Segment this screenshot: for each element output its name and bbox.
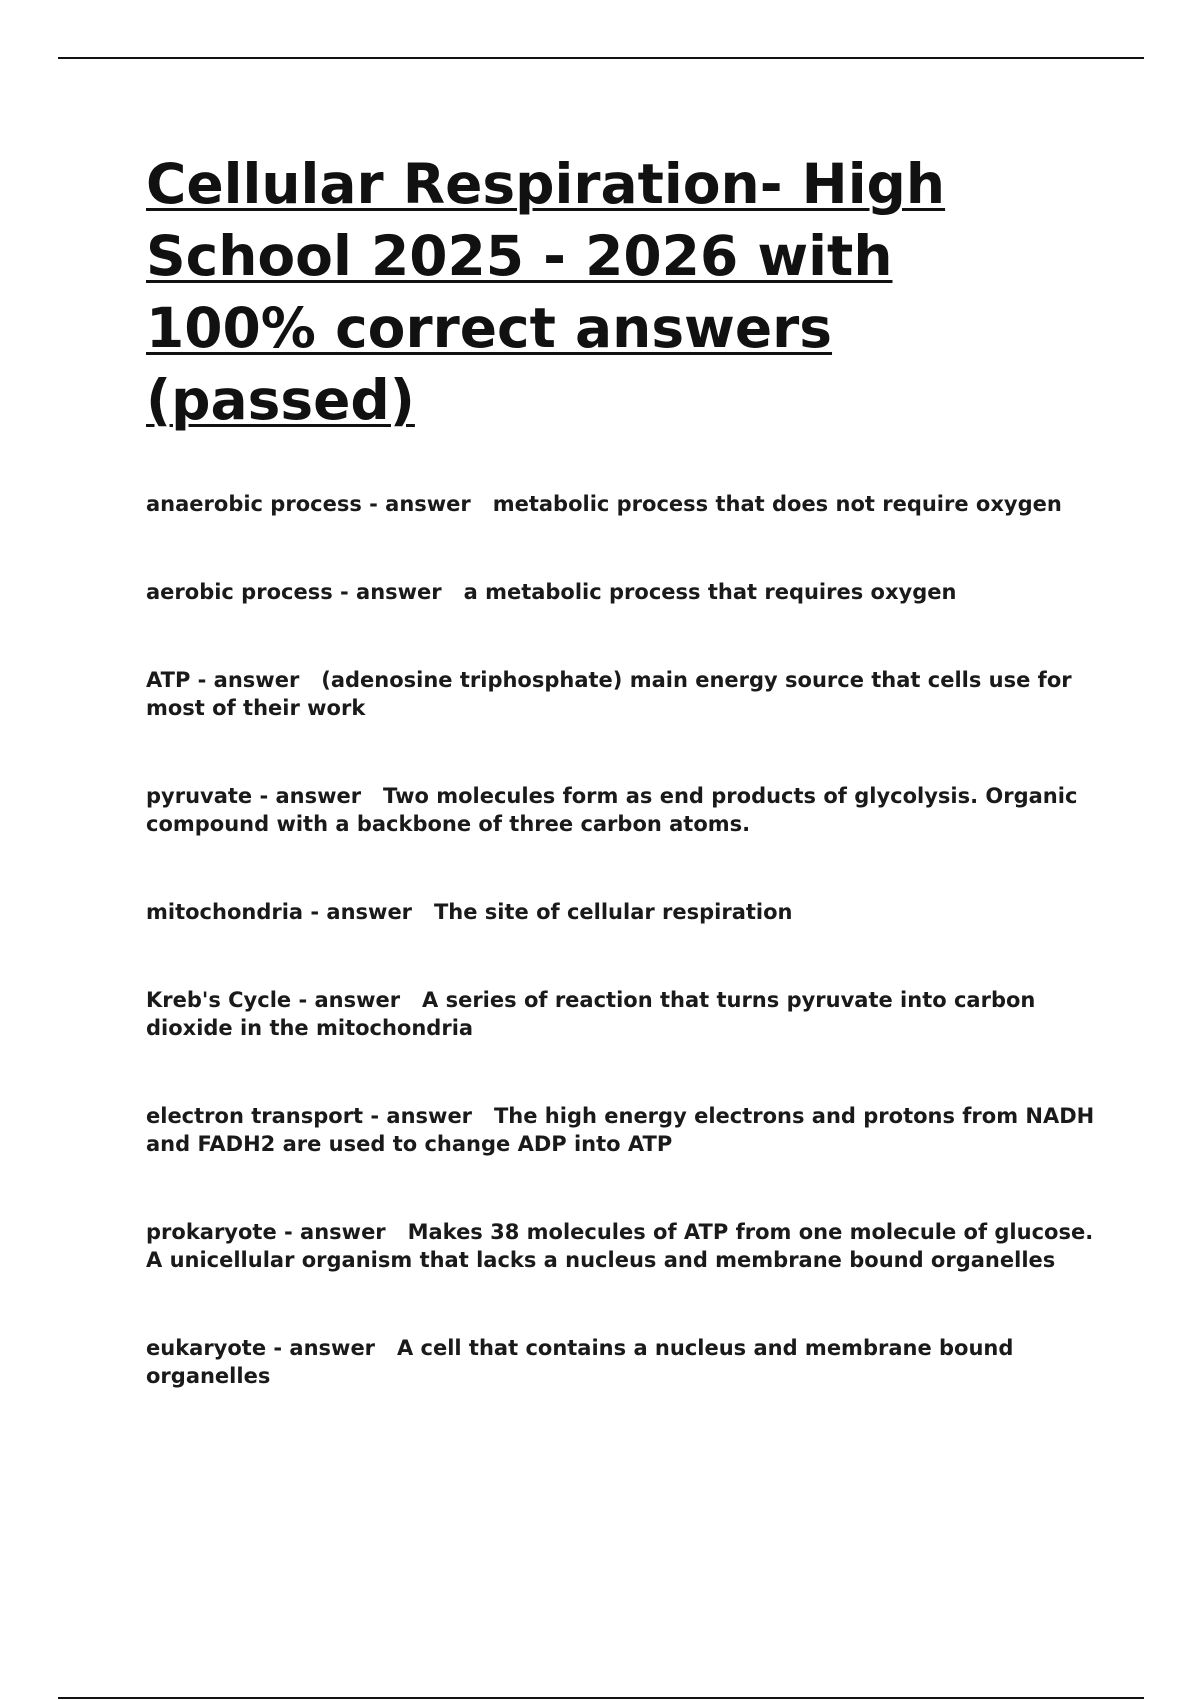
bottom-divider: [58, 1697, 1144, 1699]
qa-entry-krebs-cycle: Kreb's Cycle - answer A series of reaction that turns pyruvate into carbon dioxide in the mitochondria: [146, 988, 1043, 1040]
qa-entry-aerobic-process: aerobic process - answer a metabolic process that requires oxygen: [146, 580, 957, 604]
qa-entry-electron-transport: electron transport - answer The high energy electrons and protons from NADH and FADH2 are used to change ADP into ATP: [146, 1104, 1102, 1156]
qa-entry-pyruvate: pyruvate - answer Two molecules form as end products of glycolysis. Organic compound with a backbone of three carbon atoms.: [146, 784, 1085, 836]
qa-entry-prokaryote: prokaryote - answer Makes 38 molecules of ATP from one molecule of glucose. A unicellular organism that lacks a nucleus and membrane bound organelles: [146, 1220, 1101, 1272]
document-body: [146, 148, 1102, 1390]
document-title: Cellular Respiration- High School 2025 - 2026 with 100% correct answers (passed): [146, 152, 946, 432]
qa-entry-atp: ATP - answer (adenosine triphosphate) main energy source that cells use for most of their work: [146, 668, 1079, 720]
qa-entry-eukaryote: eukaryote - answer A cell that contains a nucleus and membrane bound organelles: [146, 1336, 1021, 1388]
qa-entry-anaerobic-process: anaerobic process - answer metabolic process that does not require oxygen: [146, 492, 1062, 516]
qa-entry-mitochondria: mitochondria - answer The site of cellular respiration: [146, 900, 793, 924]
qa-list: [146, 490, 1102, 1390]
top-divider: [58, 57, 1144, 59]
